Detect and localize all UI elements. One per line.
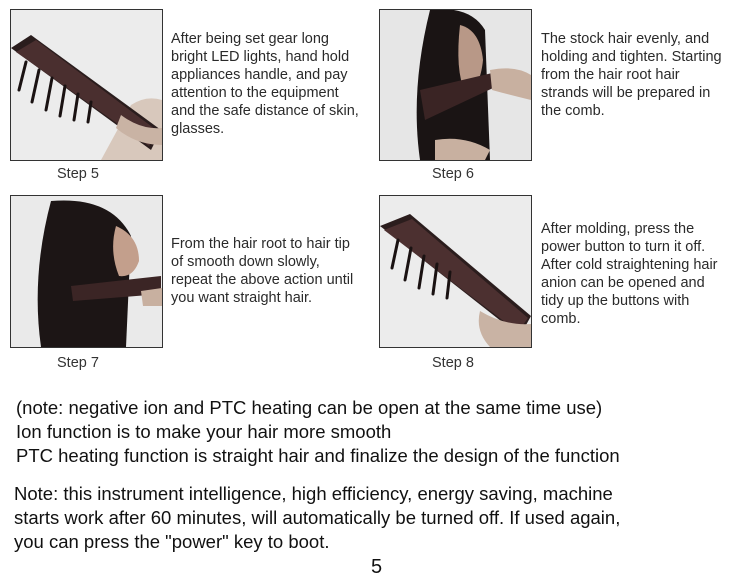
step-6-label: Step 6 bbox=[432, 166, 474, 182]
step-6-line: holding and tighten. Starting bbox=[541, 49, 722, 65]
auto-off-note-line: starts work after 60 minutes, will automatically be turned off. If used again, bbox=[14, 507, 621, 528]
step-8-line: tidy up the buttons with bbox=[541, 293, 690, 309]
step-7-line: of smooth down slowly, bbox=[171, 254, 320, 270]
function-note bbox=[16, 396, 620, 468]
step-5-line: After being set gear long bbox=[171, 31, 329, 47]
step-7-line: From the hair root to hair tip bbox=[171, 236, 350, 252]
step-7-line: you want straight hair. bbox=[171, 290, 313, 306]
brush-in-hand-image bbox=[380, 196, 531, 347]
step-6-line: The stock hair evenly, and bbox=[541, 31, 710, 47]
step-6-photo bbox=[379, 9, 532, 161]
step-8-description bbox=[541, 220, 718, 328]
step-5-description bbox=[171, 30, 359, 138]
woman-brushing-image bbox=[380, 10, 531, 160]
page-number: 5 bbox=[371, 556, 383, 578]
function-note-line: PTC heating function is straight hair and finalize the design of the function bbox=[16, 445, 620, 466]
step-7-label: Step 7 bbox=[57, 355, 99, 371]
step-8-label: Step 8 bbox=[432, 355, 474, 371]
step-8-line: comb. bbox=[541, 311, 581, 327]
step-6-description bbox=[541, 30, 722, 120]
step-5-line: attention to the equipment bbox=[171, 85, 339, 101]
woman-profile-image bbox=[11, 196, 162, 347]
brush-closeup-image bbox=[11, 10, 162, 160]
auto-off-note-line: Note: this instrument intelligence, high efficiency, energy saving, machine bbox=[14, 483, 613, 504]
step-6-line: from the hair root hair bbox=[541, 67, 680, 83]
step-8-line: After molding, press the bbox=[541, 221, 695, 237]
step-6-line: strands will be prepared in bbox=[541, 85, 711, 101]
step-7-line: repeat the above action until bbox=[171, 272, 354, 288]
function-note-line: (note: negative ion and PTC heating can be open at the same time use) bbox=[16, 397, 603, 418]
step-8-line: After cold straightening hair bbox=[541, 257, 718, 273]
step-5-line: and the safe distance of skin, bbox=[171, 103, 359, 119]
step-6-line: the comb. bbox=[541, 103, 605, 119]
step-5-line: appliances handle, and pay bbox=[171, 67, 348, 83]
step-8-photo bbox=[379, 195, 532, 348]
step-5-photo bbox=[10, 9, 163, 161]
step-8-line: power button to turn it off. bbox=[541, 239, 706, 255]
auto-off-note bbox=[14, 482, 620, 554]
step-7-photo bbox=[10, 195, 163, 348]
function-note-line: Ion function is to make your hair more smooth bbox=[16, 421, 392, 442]
auto-off-note-line: you can press the "power" key to boot. bbox=[14, 531, 330, 552]
step-5-label: Step 5 bbox=[57, 166, 99, 182]
step-5-line: bright LED lights, hand hold bbox=[171, 49, 350, 65]
step-5-line: glasses. bbox=[171, 121, 225, 137]
step-8-line: anion can be opened and bbox=[541, 275, 705, 291]
step-7-description bbox=[171, 235, 353, 307]
